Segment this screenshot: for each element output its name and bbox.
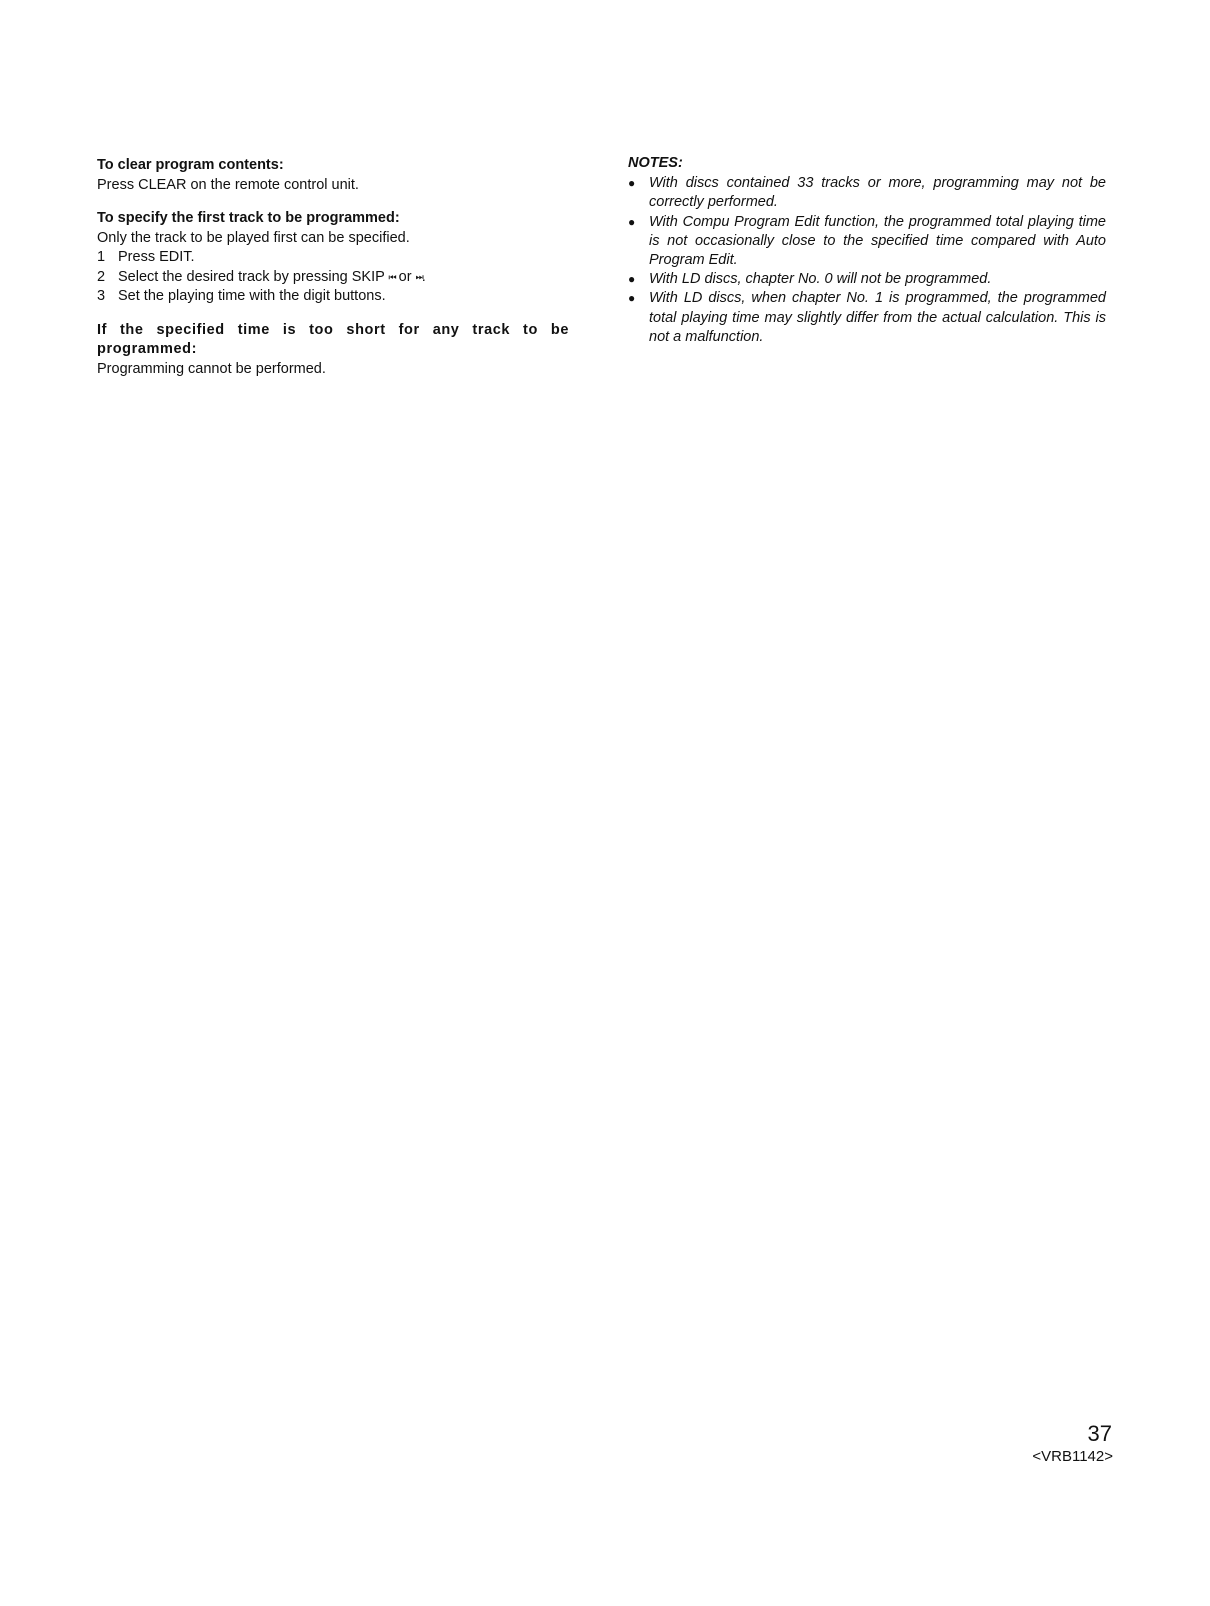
- notes-list: [628, 174, 1106, 347]
- step-text: [118, 268, 426, 288]
- bullet-icon: ●: [628, 176, 636, 191]
- skip-next-icon: ⏭: [415, 271, 422, 282]
- clear-program-heading: To clear program contents:: [97, 157, 284, 173]
- note-item: [628, 174, 1106, 212]
- bullet-icon: ●: [628, 214, 636, 229]
- clear-program-section: [97, 156, 569, 195]
- note-text: With discs contained 33 tracks or more, programming may not be correctly performed.: [649, 175, 1106, 211]
- clear-program-text: Press CLEAR on the remote control unit.: [97, 176, 359, 193]
- step-text: Press EDIT.: [118, 249, 195, 265]
- note-text: With LD discs, when chapter No. 1 is programmed, the programmed total playing time may slightly differ from the actual calculation. This is not a malfunction.: [649, 290, 1106, 345]
- note-item: [628, 270, 1106, 289]
- specify-first-track-text: Only the track to be played first can be specified.: [97, 229, 410, 246]
- note-text: With Compu Program Edit function, the programmed total playing time is not occasionally close to the specified time compared with Auto Program Edit.: [649, 213, 1106, 269]
- step-item: [97, 248, 569, 268]
- step-number: 2: [97, 268, 106, 285]
- note-item: [628, 289, 1106, 347]
- specify-steps-list: [97, 248, 569, 307]
- too-short-heading: If the specified time is too short for any track to be programmed:: [97, 321, 569, 357]
- note-text: With LD discs, chapter No. 0 will not be programmed.: [649, 271, 992, 288]
- step-item: [97, 287, 569, 307]
- bullet-icon: ●: [628, 291, 636, 306]
- step-text: Set the playing time with the digit buttons.: [118, 288, 386, 304]
- too-short-text: Programming cannot be performed.: [97, 360, 326, 377]
- specify-first-track-heading: To specify the first track to be programmed:: [97, 210, 400, 226]
- notes-title: NOTES:: [628, 155, 683, 171]
- step-number: 1: [97, 249, 106, 265]
- step-text-after: .: [421, 268, 426, 285]
- step-item: [97, 268, 569, 288]
- page-number: 37: [1087, 1421, 1112, 1446]
- step-text-before: Select the desired track by pressing SKIP: [118, 268, 389, 285]
- step-text-mid: or: [394, 268, 416, 285]
- skip-previous-icon: ⏮: [388, 271, 395, 282]
- step-number: 3: [97, 288, 106, 304]
- right-column: [628, 154, 1106, 347]
- document-code: <VRB1142>: [1032, 1448, 1113, 1465]
- left-column: [97, 156, 569, 393]
- too-short-section: [97, 321, 569, 380]
- bullet-icon: ●: [628, 272, 636, 287]
- note-item: [628, 213, 1106, 271]
- specify-first-track-section: [97, 209, 569, 307]
